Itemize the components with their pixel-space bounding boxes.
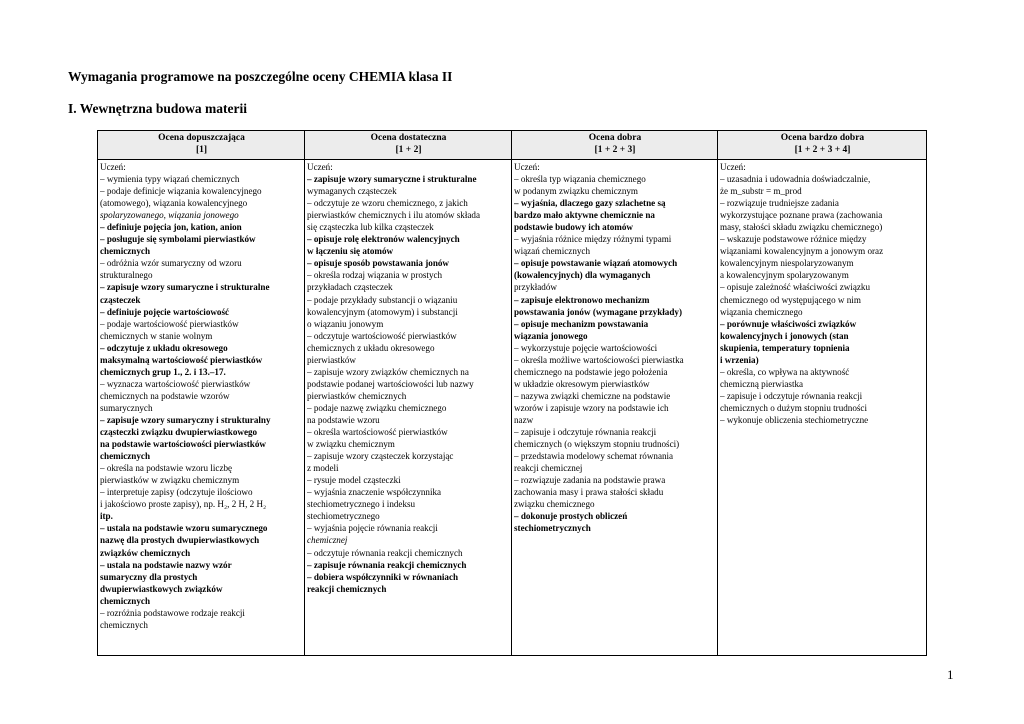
- requirement-line: dwupierwiastkowych związków: [100, 583, 223, 594]
- requirements-table: [97, 130, 927, 656]
- requirement-line: chemicznych w stanie wolnym: [100, 330, 213, 341]
- requirement-line: kowalencyjnym (atomowym) i substancji: [307, 306, 458, 317]
- requirement-line: – określa rodzaj wiązania w prostych: [307, 270, 443, 281]
- requirement-line: – określa, co wpływa na aktywność: [720, 366, 850, 377]
- requirement-line: – podaje przykłady substancji o wiązaniu: [307, 294, 458, 305]
- requirement-line: – odczytuje ze wzoru chemicznego, z jakich: [307, 198, 468, 209]
- requirement-line: – nazywa związki chemiczne na podstawie: [514, 390, 671, 401]
- requirement-line: chemicznych: [100, 451, 151, 462]
- requirement-line: kowalencyjnych i jonowych (stan: [720, 330, 849, 341]
- requirement-line: maksymalną wartościowość pierwiastków: [100, 354, 263, 365]
- requirement-line: – opisuje zależność właściwości związku: [720, 282, 870, 293]
- requirement-line: – wykonuje obliczenia stechiometryczne: [720, 414, 869, 425]
- requirement-line: chemicznego od występującego w nim: [720, 294, 861, 305]
- grade-code: [1 + 2]: [395, 144, 422, 155]
- grade-name: Ocena bardzo dobra: [780, 133, 865, 143]
- requirement-line: Uczeń:: [720, 162, 746, 172]
- requirement-line: że m_substr = m_prod: [720, 186, 802, 197]
- requirement-line: na podstawie wzoru: [307, 414, 380, 425]
- requirement-line: chemiczną pierwiastka: [720, 378, 804, 389]
- requirement-line: – odczytuje wartościowość pierwiastków: [307, 330, 457, 341]
- requirement-line: – przedstawia modelowy schemat równania: [514, 451, 674, 462]
- requirement-line: i wrzenia): [720, 354, 759, 365]
- requirement-line: (kowalencyjnych) dla wymaganych: [514, 270, 651, 281]
- requirement-line: wzorów i zapisuje wzory na podstawie ich: [514, 402, 669, 413]
- grade-code: [1]: [195, 144, 208, 155]
- requirement-line: – określa wartościowość pierwiastków: [307, 427, 448, 438]
- requirement-line: – opisuje sposób powstawania jonów: [307, 258, 449, 269]
- requirement-line: – opisuje mechanizm powstawania: [514, 318, 649, 329]
- requirement-line: w łączeniu się atomów: [307, 246, 394, 257]
- requirement-line: w układzie okresowym pierwiastków: [514, 378, 650, 389]
- requirement-line: – zapisuje wzory sumaryczne i strukturalne: [100, 282, 270, 293]
- requirement-line: – dokonuje prostych obliczeń: [514, 511, 628, 522]
- requirement-line: – zapisuje i odczytuje równania reakcji: [720, 390, 863, 401]
- requirement-line: a kowalencyjnym spolaryzowanym: [720, 270, 849, 281]
- requirement-line: chemicznej: [307, 535, 348, 546]
- requirement-line: – interpretuje zapisy (odczytuje ilościowo: [100, 487, 253, 498]
- requirement-line: – posługuje się symbolami pierwiastków: [100, 234, 256, 245]
- requirement-line: zachowania masy i prawa stałości składu: [514, 487, 664, 498]
- requirement-line: wiązań chemicznych: [514, 246, 590, 257]
- requirement-line: – określa typ wiązania chemicznego: [514, 174, 646, 185]
- content-row: [98, 160, 927, 656]
- requirement-line: – podaje nazwę związku chemicznego: [307, 402, 447, 413]
- requirement-line: – dobiera współczynniki w równaniach: [307, 571, 459, 582]
- requirement-line: pierwiastków: [307, 354, 356, 365]
- requirement-line: – zapisuje wzory sumaryczny i strukturalny: [100, 414, 271, 425]
- requirement-line: sumarycznych: [100, 402, 153, 413]
- requirement-line: wykorzystujące poznane prawa (zachowania: [720, 210, 883, 221]
- requirements-cell-bardzo-dobra: [718, 160, 927, 656]
- requirement-line: w związku chemicznym: [307, 439, 395, 450]
- requirement-line: reakcji chemicznej: [514, 463, 583, 474]
- requirement-line: chemicznych: [100, 619, 148, 630]
- requirements-cell-dostateczna: [305, 160, 512, 656]
- requirement-line: z modeli: [307, 463, 339, 474]
- requirement-line: – wyznacza wartościowość pierwiastków: [100, 378, 251, 389]
- requirement-line: chemicznego na podstawie jego położenia: [514, 366, 668, 377]
- requirement-line: pierwiastków w związku chemicznym: [100, 475, 240, 486]
- requirement-line: wiązania chemicznego: [720, 306, 803, 317]
- requirement-line: skupienia, temperatury topnienia: [720, 342, 850, 353]
- requirement-line: chemicznych z układu okresowego: [307, 342, 435, 353]
- requirement-line: wiązaniami kowalencyjnym a jonowym oraz: [720, 246, 884, 257]
- requirement-line: podstawie podanej wartościowości lub nazwy: [307, 378, 474, 389]
- requirement-line: pierwiastków chemicznych: [307, 390, 407, 401]
- requirement-line: – wymienia typy wiązań chemicznych: [100, 174, 240, 185]
- requirement-line: przykładach cząsteczek: [307, 282, 393, 293]
- requirement-line: – wyjaśnia różnice między różnymi typami: [514, 234, 672, 245]
- requirement-line: – uzasadnia i udowadnia doświadczalnie,: [720, 174, 871, 185]
- requirement-line: bardzo mało aktywne chemicznie na: [514, 210, 655, 221]
- header-cell-4: [718, 131, 927, 160]
- requirement-line: sumaryczny dla prostych: [100, 571, 198, 582]
- requirement-line: wymaganych cząsteczek: [307, 186, 397, 197]
- requirement-line: chemicznych: [100, 246, 151, 257]
- requirement-line: Uczeń:: [514, 162, 540, 172]
- grade-name: Ocena dobra: [588, 133, 642, 143]
- grade-code: [1 + 2 + 3]: [594, 144, 636, 155]
- requirement-line: – wyjaśnia znaczenie współczynnika: [307, 487, 442, 498]
- header-row: [98, 131, 927, 160]
- grade-code: [1 + 2 + 3 + 4]: [794, 144, 851, 155]
- requirement-line: kowalencyjnym niespolaryzowanym: [720, 258, 854, 269]
- header-cell-2: [305, 131, 512, 160]
- requirement-line: – rozróżnia podstawowe rodzaje reakcji: [100, 607, 245, 618]
- requirement-line: cząsteczek: [100, 294, 141, 305]
- requirement-line: – definiuje pojęcie wartościowość: [100, 306, 230, 317]
- requirement-line: – podaje definicje wiązania kowalencyjnego: [100, 186, 262, 197]
- requirements-cell-dopuszczajaca: [98, 160, 305, 656]
- page-number: 1: [947, 667, 954, 682]
- requirement-line: – zapisuje wzory cząsteczek korzystając: [307, 451, 454, 462]
- requirement-line: stechiometrycznego: [307, 511, 380, 522]
- requirement-line: – zapisuje elektronowo mechanizm: [514, 294, 650, 305]
- requirement-line: – opisuje rolę elektronów walencyjnych: [307, 234, 460, 245]
- requirement-line: i jakościowo proste zapisy), np. H₂, 2 H, 2 H₂: [100, 499, 267, 510]
- requirement-line: – zapisuje równania reakcji chemicznych: [307, 559, 467, 570]
- requirement-line: – określa możliwe wartościowości pierwiastka: [514, 354, 684, 365]
- requirement-line: Uczeń:: [307, 162, 333, 172]
- requirement-line: – wskazuje podstawowe różnice między: [720, 234, 867, 245]
- requirement-line: przykładów: [514, 282, 557, 293]
- requirement-line: pierwiastków chemicznych i ilu atomów składa: [307, 210, 480, 221]
- requirement-line: chemicznych o dużym stopniu trudności: [720, 402, 867, 413]
- requirement-line: – rozwiązuje zadania na podstawie prawa: [514, 475, 666, 486]
- requirement-line: chemicznych na podstawie wzorów: [100, 390, 230, 401]
- requirement-line: – ustala na podstawie wzoru sumarycznego: [100, 523, 268, 534]
- requirement-line: podstawie budowy ich atomów: [514, 222, 633, 233]
- header-cell-1: [98, 131, 305, 160]
- requirement-line: – zapisuje i odczytuje równania reakcji: [514, 427, 657, 438]
- requirement-line: o wiązaniu jonowym: [307, 318, 384, 329]
- requirements-cell-dobra: [512, 160, 718, 656]
- requirement-line: na podstawie wartościowości pierwiastków: [100, 439, 266, 450]
- requirement-line: – podaje wartościowość pierwiastków: [100, 318, 239, 329]
- requirement-line: – określa na podstawie wzoru liczbę: [100, 463, 233, 474]
- requirement-line: – odczytuje równania reakcji chemicznych: [307, 547, 463, 558]
- requirement-line: – zapisuje wzory związków chemicznych na: [307, 366, 469, 377]
- section-heading: I. Wewnętrzna budowa materii: [68, 101, 247, 116]
- requirement-line: stechiometrycznego i indeksu: [307, 499, 416, 510]
- requirement-line: w podanym związku chemicznym: [514, 186, 638, 197]
- requirement-line: cząsteczki związku dwupierwiastkowego: [100, 427, 258, 438]
- requirement-line: związku chemicznego: [514, 499, 595, 510]
- requirement-line: – odróżnia wzór sumaryczny od wzoru: [100, 258, 242, 269]
- requirement-line: – wykorzystuje pojęcie wartościowości: [514, 342, 658, 353]
- requirement-line: (atomowego), wiązania kowalencyjnego: [100, 198, 248, 209]
- requirement-line: nazwę dla prostych dwupierwiastkowych: [100, 535, 260, 546]
- requirement-line: – rysuje model cząsteczki: [307, 475, 401, 486]
- requirement-line: Uczeń:: [100, 162, 126, 172]
- requirement-line: się cząsteczka lub kilka cząsteczek: [307, 222, 434, 233]
- requirement-line: chemicznych grup 1., 2. i 13.–17.: [100, 366, 226, 377]
- requirement-line: masy, stałości składu związku chemicznego): [720, 222, 883, 233]
- requirement-line: reakcji chemicznych: [307, 583, 387, 594]
- requirement-line: chemicznych (o większym stopniu trudności): [514, 439, 680, 450]
- requirement-line: – rozwiązuje trudniejsze zadania: [720, 198, 839, 209]
- requirement-line: chemicznych: [100, 595, 151, 606]
- requirement-line: wiązania jonowego: [514, 330, 588, 341]
- requirement-line: – ustala na podstawie nazwy wzór: [100, 559, 232, 570]
- requirement-line: spolaryzowanego, wiązania jonowego: [100, 210, 239, 221]
- grade-name: Ocena dopuszczająca: [158, 133, 245, 143]
- requirement-line: – odczytuje z układu okresowego: [100, 342, 228, 353]
- requirement-line: – opisuje powstawanie wiązań atomowych: [514, 258, 678, 269]
- requirement-line: związków chemicznych: [100, 547, 191, 558]
- requirement-line: powstawania jonów (wymagane przykłady): [514, 306, 682, 317]
- requirement-line: – zapisuje wzory sumaryczne i strukturalne: [307, 174, 477, 185]
- requirement-line: – wyjaśnia pojęcie równania reakcji: [307, 523, 438, 534]
- requirement-line: itp.: [100, 511, 113, 522]
- requirement-line: strukturalnego: [100, 270, 153, 281]
- grade-name: Ocena dostateczna: [370, 133, 447, 143]
- requirement-line: – porównuje właściwości związków: [720, 318, 857, 329]
- document-title: Wymagania programowe na poszczególne oceny CHEMIA klasa II: [68, 69, 453, 84]
- requirement-line: nazw: [514, 414, 534, 425]
- requirement-line: stechiometrycznych: [514, 523, 591, 534]
- requirement-line: – wyjaśnia, dlaczego gazy szlachetne są: [514, 198, 666, 209]
- header-cell-3: [512, 131, 718, 160]
- requirement-line: – definiuje pojęcia jon, kation, anion: [100, 222, 242, 233]
